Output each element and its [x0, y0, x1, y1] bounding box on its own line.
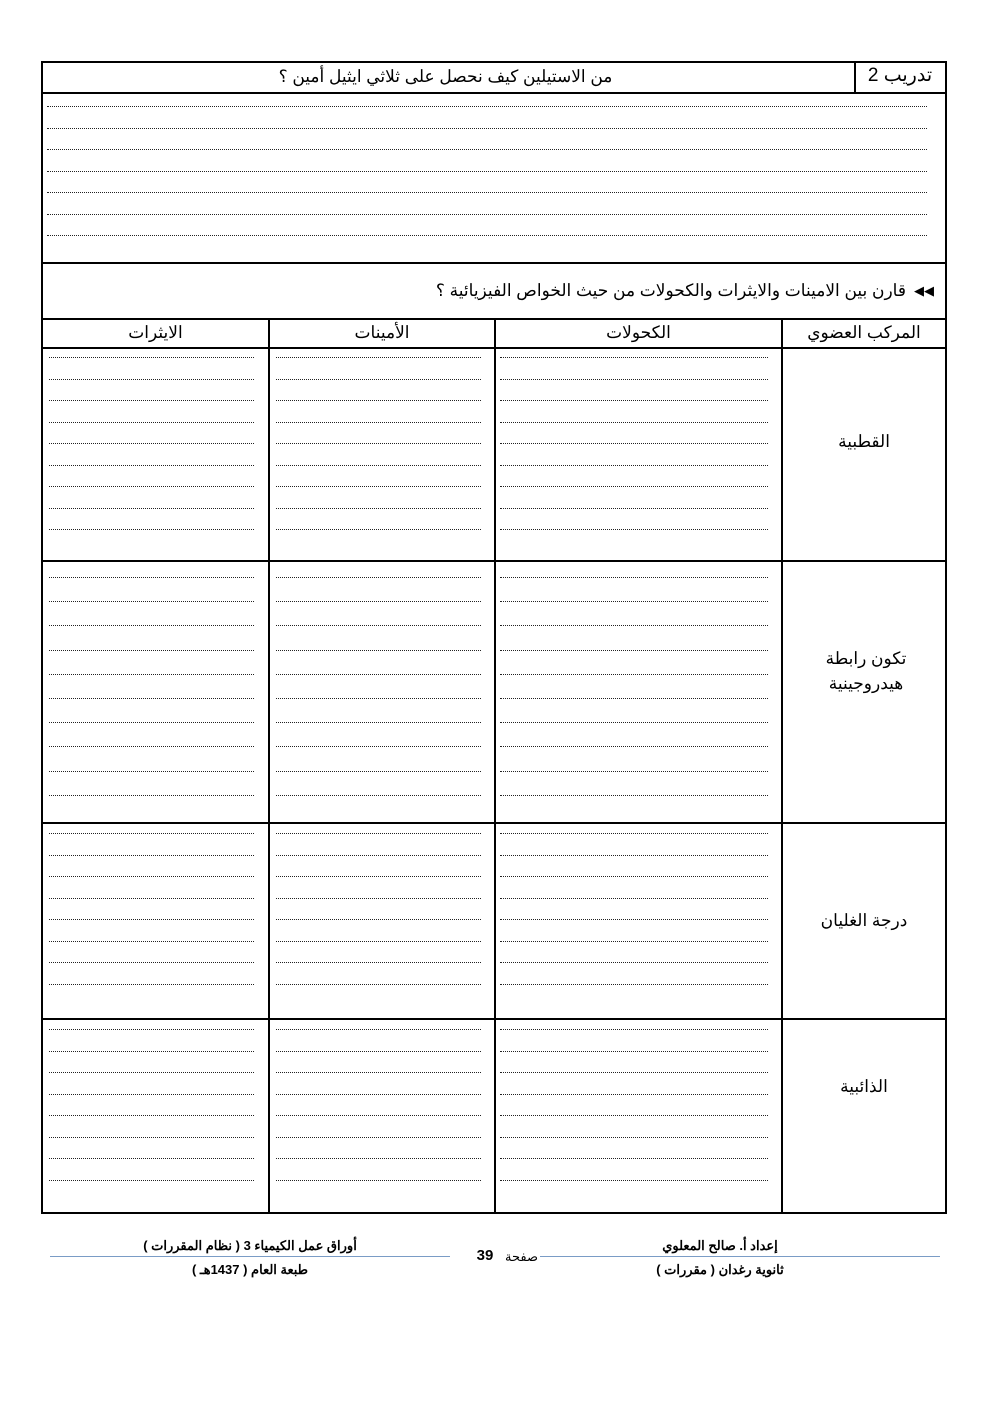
cell-answer-line[interactable]: [49, 984, 254, 985]
cell-answer-line[interactable]: [500, 422, 768, 423]
cell-answer-line[interactable]: [49, 674, 254, 675]
cell-answer-line[interactable]: [49, 1094, 254, 1095]
cell-answer-line[interactable]: [276, 465, 481, 466]
cell-answer-line[interactable]: [500, 722, 768, 723]
cell-answer-line[interactable]: [49, 722, 254, 723]
exercise-question: من الاستيلين كيف نحصل على ثلاثي ايثيل أمين ؟: [278, 67, 613, 86]
row-label-solubility: الذائبية: [840, 1076, 888, 1096]
cell-answer-line[interactable]: [276, 1180, 481, 1181]
cell-answer-line[interactable]: [49, 833, 254, 834]
row-divider: [41, 822, 947, 824]
cell-answer-line[interactable]: [49, 379, 254, 380]
cell-answer-line[interactable]: [276, 898, 481, 899]
cell-answer-line[interactable]: [49, 1180, 254, 1181]
cell-answer-line[interactable]: [49, 1115, 254, 1116]
cell-answer-line[interactable]: [500, 962, 768, 963]
cell-answer-line[interactable]: [49, 698, 254, 699]
cell-answer-line[interactable]: [49, 625, 254, 626]
cell-answer-line[interactable]: [276, 876, 481, 877]
answer-line[interactable]: [47, 171, 927, 172]
cell-answer-line[interactable]: [276, 698, 481, 699]
cell-answer-line[interactable]: [49, 898, 254, 899]
exercise-label: تدريب 2: [867, 65, 933, 86]
cell-answer-line[interactable]: [500, 379, 768, 380]
cell-answer-line[interactable]: [49, 357, 254, 358]
cell-answer-line[interactable]: [49, 400, 254, 401]
cell-answer-line[interactable]: [500, 1072, 768, 1073]
cell-answer-line[interactable]: [276, 855, 481, 856]
cell-answer-line[interactable]: [500, 698, 768, 699]
header-compound: المركب العضوي: [807, 323, 921, 342]
cell-answer-line[interactable]: [500, 919, 768, 920]
cell-answer-line[interactable]: [500, 1029, 768, 1030]
cell-answer-line[interactable]: [276, 941, 481, 942]
cell-answer-line[interactable]: [276, 919, 481, 920]
cell-answer-line[interactable]: [49, 1051, 254, 1052]
answer-line[interactable]: [47, 235, 927, 236]
cell-answer-line[interactable]: [49, 962, 254, 963]
cell-answer-line[interactable]: [276, 1137, 481, 1138]
cell-answer-line[interactable]: [49, 1158, 254, 1159]
page-number: 39: [476, 1247, 494, 1264]
cell-answer-line[interactable]: [500, 771, 768, 772]
cell-answer-line[interactable]: [500, 601, 768, 602]
cell-answer-line[interactable]: [500, 650, 768, 651]
footer-book-title: أوراق عمل الكيمياء 3 ( نظام المقررات ): [143, 1238, 357, 1253]
cell-answer-line[interactable]: [276, 962, 481, 963]
cell-answer-line[interactable]: [276, 508, 481, 509]
cell-answer-line[interactable]: [276, 529, 481, 530]
cell-answer-line[interactable]: [276, 625, 481, 626]
cell-answer-line[interactable]: [276, 1094, 481, 1095]
cell-answer-line[interactable]: [49, 795, 254, 796]
cell-answer-line[interactable]: [500, 855, 768, 856]
cell-answer-line[interactable]: [49, 1029, 254, 1030]
cell-answer-line[interactable]: [500, 898, 768, 899]
cell-answer-line[interactable]: [276, 486, 481, 487]
cell-answer-line[interactable]: [49, 876, 254, 877]
cell-answer-line[interactable]: [500, 876, 768, 877]
cell-answer-line[interactable]: [276, 601, 481, 602]
cell-answer-line[interactable]: [49, 465, 254, 466]
cell-answer-line[interactable]: [276, 400, 481, 401]
footer-school: ثانوية رغدان ( مقررات ): [656, 1262, 784, 1277]
cell-answer-line[interactable]: [49, 529, 254, 530]
cell-answer-line[interactable]: [500, 1115, 768, 1116]
header-alcohols: الكحولات: [606, 323, 671, 342]
cell-answer-line[interactable]: [500, 577, 768, 578]
cell-answer-line[interactable]: [276, 443, 481, 444]
cell-answer-line[interactable]: [500, 941, 768, 942]
cell-answer-line[interactable]: [276, 1158, 481, 1159]
footer-author: إعداد أ. صالح المعلوي: [662, 1238, 778, 1253]
header-ethers: الايثرات: [128, 323, 183, 342]
footer-edition: طبعة العام ( 1437هـ ): [191, 1262, 309, 1277]
cell-answer-line[interactable]: [500, 1158, 768, 1159]
cell-answer-line[interactable]: [49, 650, 254, 651]
cell-answer-line[interactable]: [500, 746, 768, 747]
cell-answer-line[interactable]: [500, 508, 768, 509]
cell-answer-line[interactable]: [276, 795, 481, 796]
cell-answer-line[interactable]: [49, 855, 254, 856]
cell-answer-line[interactable]: [276, 650, 481, 651]
cell-answer-line[interactable]: [276, 1072, 481, 1073]
cell-answer-line[interactable]: [500, 529, 768, 530]
cell-answer-line[interactable]: [49, 1072, 254, 1073]
cell-answer-line[interactable]: [49, 577, 254, 578]
answer-line[interactable]: [47, 192, 927, 193]
cell-answer-line[interactable]: [276, 577, 481, 578]
cell-answer-line[interactable]: [500, 1137, 768, 1138]
cell-answer-line[interactable]: [500, 1180, 768, 1181]
cell-answer-line[interactable]: [276, 833, 481, 834]
cell-answer-line[interactable]: [276, 422, 481, 423]
cell-answer-line[interactable]: [49, 771, 254, 772]
row-divider: [41, 1018, 947, 1020]
answer-line[interactable]: [47, 106, 927, 107]
cell-answer-line[interactable]: [500, 465, 768, 466]
row-label-polarity: القطبية: [838, 431, 890, 451]
cell-answer-line[interactable]: [276, 1115, 481, 1116]
cell-answer-line[interactable]: [500, 400, 768, 401]
cell-answer-line[interactable]: [500, 1094, 768, 1095]
column-divider: [494, 318, 496, 1214]
cell-answer-line[interactable]: [500, 357, 768, 358]
cell-answer-line[interactable]: [276, 984, 481, 985]
cell-answer-line[interactable]: [49, 508, 254, 509]
row-label-boiling-point: درجة الغليان: [820, 910, 908, 930]
comparison-question: قارن بين الامينات والايثرات والكحولات من حيث الخواص الفيزيائية ؟: [435, 281, 906, 300]
cell-answer-line[interactable]: [500, 1051, 768, 1052]
column-divider: [268, 318, 270, 1214]
cell-answer-line[interactable]: [500, 625, 768, 626]
cell-answer-line[interactable]: [49, 746, 254, 747]
cell-answer-line[interactable]: [49, 422, 254, 423]
answer-area[interactable]: [41, 92, 947, 264]
cell-answer-line[interactable]: [276, 357, 481, 358]
cell-answer-line[interactable]: [276, 674, 481, 675]
cell-answer-line[interactable]: [500, 795, 768, 796]
cell-answer-line[interactable]: [500, 833, 768, 834]
cell-answer-line[interactable]: [276, 746, 481, 747]
cell-answer-line[interactable]: [276, 1051, 481, 1052]
footer-rule-left: [50, 1256, 450, 1257]
header-amines: الأمينات: [354, 323, 410, 342]
cell-answer-line[interactable]: [49, 443, 254, 444]
cell-answer-line[interactable]: [500, 674, 768, 675]
row-divider: [41, 560, 947, 562]
double-arrow-left-icon: ◀◀: [914, 283, 934, 298]
cell-answer-line[interactable]: [49, 941, 254, 942]
cell-answer-line[interactable]: [49, 1137, 254, 1138]
cell-answer-line[interactable]: [500, 486, 768, 487]
column-divider: [781, 318, 783, 1214]
cell-answer-line[interactable]: [276, 379, 481, 380]
row-divider: [41, 347, 947, 349]
row-label-hydrogen-bond: تكون رابطة هيدروجينية: [825, 649, 907, 693]
cell-answer-line[interactable]: [276, 771, 481, 772]
cell-answer-line[interactable]: [500, 443, 768, 444]
cell-answer-line[interactable]: [49, 486, 254, 487]
cell-answer-line[interactable]: [276, 1029, 481, 1030]
answer-line[interactable]: [47, 149, 927, 150]
answer-line[interactable]: [47, 214, 927, 215]
cell-answer-line[interactable]: [276, 722, 481, 723]
cell-answer-line[interactable]: [49, 919, 254, 920]
answer-line[interactable]: [47, 128, 927, 129]
footer-rule-right: [540, 1256, 940, 1257]
page-label: صفحة: [505, 1249, 538, 1264]
cell-answer-line[interactable]: [500, 984, 768, 985]
cell-answer-line[interactable]: [49, 601, 254, 602]
